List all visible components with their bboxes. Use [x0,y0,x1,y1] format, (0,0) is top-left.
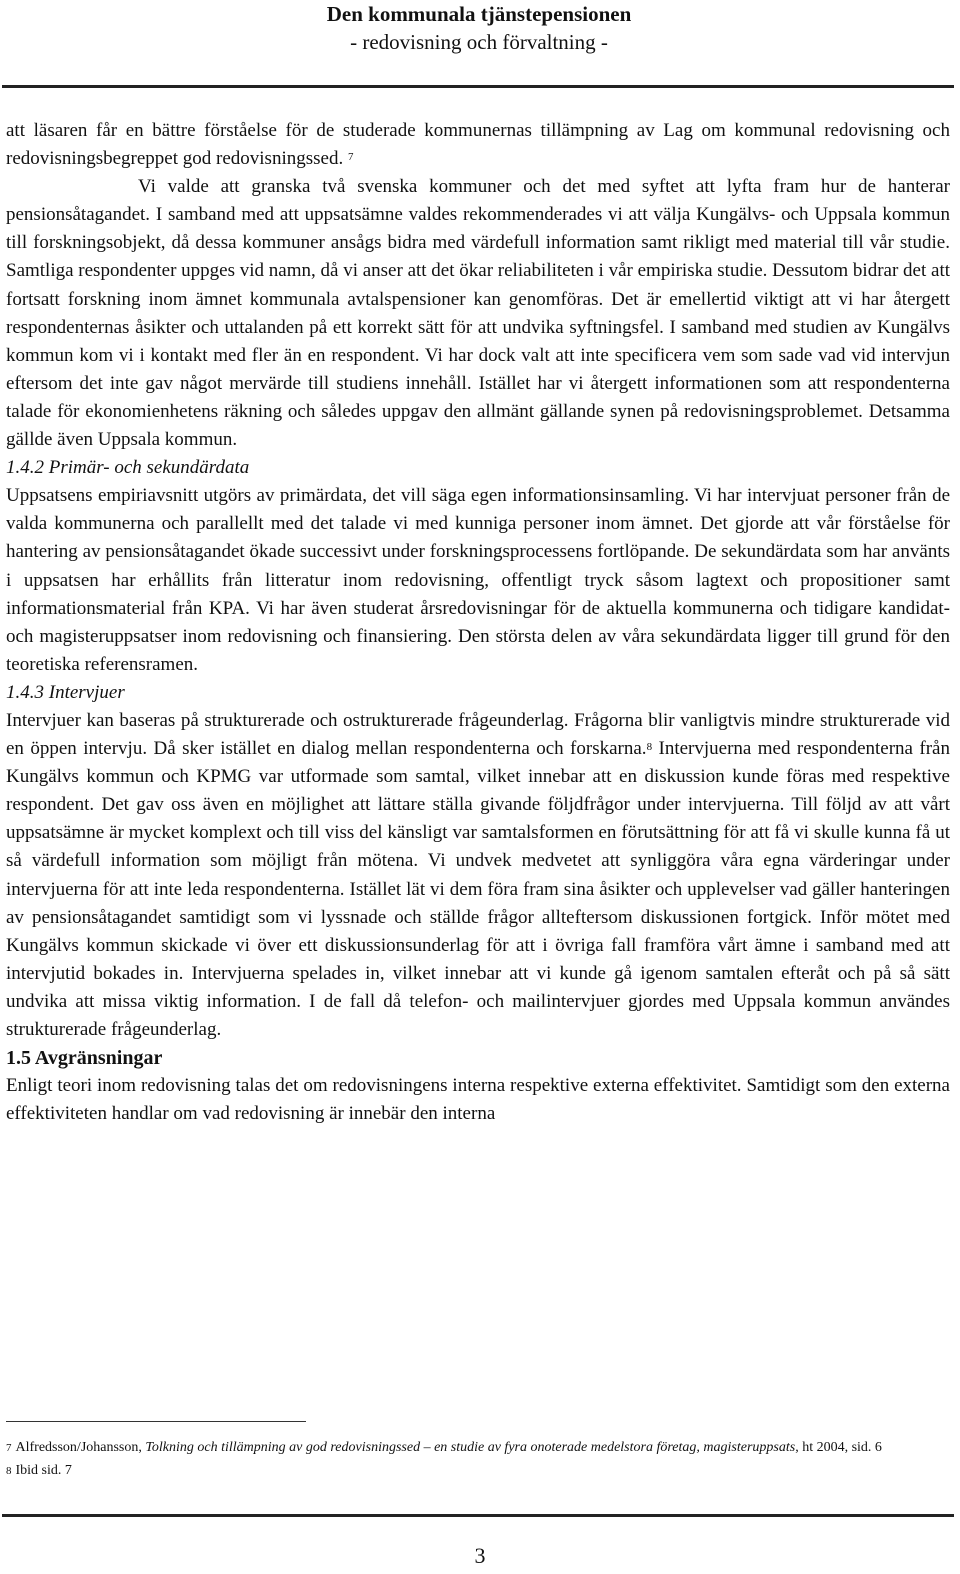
paragraph: Uppsatsens empiriavsnitt utgörs av primärdata, det vill säga egen informationsinsamling. Vi har intervjuat personer från de valda kommunerna och parallellt med det talade vi med kunniga personer inom ämnet. Det gjorde att vår förståelse för hantering av pensionsåtagandet ökade successivt under forskningsprocessens fortlöpande. De sekundärdata som har använts i uppsatsen har erhållits från litteratur inom redovisning, offentligt tryck såsom lagtext och propositioner samt informationsmaterial från KPA. Vi har även studerat årsredovisningar för de aktuella kommunerna och tidigare kandidat- och magisteruppsatser inom redovisning och finansiering. Den största delen av våra sekundärdata ligger till grund för den teoretiska referensramen. [6,485,950,675]
paragraph [6,117,950,173]
paragraph-text: Vi valde att granska två svenska kommuner och det med syftet att lyfta fram hur de hanterar pensionsåtagandet. I samband med att uppsatsämne valdes rekommenderades vi att välja Kungälvs- och Uppsala kommun till forskningsobjekt, då dessa kommuner ansågs bidra med värdefull information samt rikligt med material till vår studie. Samtliga respondenter uppges vid namn, då vi anser att det ökar reliabiliteten i vår empiriska studie. Dessutom bidrar det att fortsatt forskning inom ämnet kommunala avtalspensioner kan genomföras. Det är emellertid viktigt att vi har återgett respondenternas åsikter och uttalanden på ett korrekt sätt för att undvika syftningsfel. I samband med studien av Kungälvs kommun kom vi i kontakt med fler än en respondent. Vi har dock valt att inte specificera vem som sade vad vid intervjun eftersom det inte gav något mervärde till studiens innehåll. Istället har vi återgett informationen som att respondenterna talade för ekonomienhetens räkning och således uppgav den allmänt gällande synen på redovisningsproblemet. Detsamma gällde även Uppsala kommun. [6,176,950,451]
footnote-number: 8 [6,1465,12,1477]
footnote-ref: 7 [347,151,354,164]
section-heading: 1.5 Avgränsningar [6,1047,163,1070]
section-heading: 1.4.3 Intervjuer [6,681,125,703]
paragraph [6,707,950,1044]
footnote-text: , ht 2004, sid. 6 [795,1440,882,1455]
footnote-author: Alfredsson/Johansson, [15,1440,146,1455]
footnote-number: 7 [6,1442,12,1454]
paragraph-text: att läsaren får en bättre förståelse för de studerade kommunernas tillämpning av Lag om kommunal redovisning och redovisningsbegreppet god redovisningssed. [6,120,950,170]
footnote-title: Tolkning och tillämpning av god redovisningssed – en studie av fyra onoterade medelstora företag, magisteruppsats [145,1440,796,1455]
section-heading: 1.4.2 Primär- och sekundärdata [6,457,250,479]
body-text [6,117,950,1128]
footnote-text: Ibid sid. 7 [15,1463,72,1478]
header-title: Den kommunala tjänstepensionen [326,2,632,26]
footer-rule [2,1514,954,1517]
footnote-8 [6,1461,950,1481]
page-number: 3 [474,1543,486,1568]
header-rule [2,85,954,88]
paragraph-text: Intervjuer kan baseras på strukturerade och ostrukturerade frågeunderlag. Frågorna blir vanligtvis mindre strukturerade vid en öppen intervju. Då sker istället en dialog mellan respondenterna och forskarna. [6,709,950,760]
header-subtitle: - redovisning och förvaltning - [350,30,608,54]
footnote-ref: 8 [646,741,653,754]
footnote-rule [6,1421,306,1422]
paragraph [6,173,950,454]
paragraph: Enligt teori inom redovisning talas det om redovisningens interna respektive externa effektivitet. Samtidigt som den externa effektiviteten handlar om vad redovisning är innebär den interna [6,1075,950,1125]
footnote-7 [6,1438,950,1458]
paragraph-text: Intervjuerna med respondenterna från Kungälvs kommun och KPMG var utformade som samtal, vilket innebar att en diskussion kunde föras med respektive respondent. Det gav oss även en möjlighet att lättare ställa givande följdfrågor under intervjuerna. Till följd av att vårt uppsatsämne är mycket komplext och till viss del känsligt var samtalsformen en förutsättning för att få vi skulle kunna få ut så värdefull information som möjligt från mötena. Vi undvek medvetet att synliggöra våra egna värderingar under intervjuerna för att inte leda respondenterna. Istället lät vi dem föra fram sina åsikter och upplevelser vad gäller hanteringen av pensionsåtagandet samtidigt som vi lyssnade och ställde frågor allteftersom diskussionen fortgick. Inför mötet med Kungälvs kommun skickade vi över ett diskussionsunderlag för att i övriga fall framföra vårt ämne i samband med att intervjutid bokades in. Intervjuerna spelades in, vilket innebar att vi kunde gå igenom samtalen efteråt och på så sätt undvika att missa viktig information. I de fall då telefon- och mailintervjuer gjordes med Uppsala kommun användes strukturerade frågeunderlag. [6,738,950,1040]
